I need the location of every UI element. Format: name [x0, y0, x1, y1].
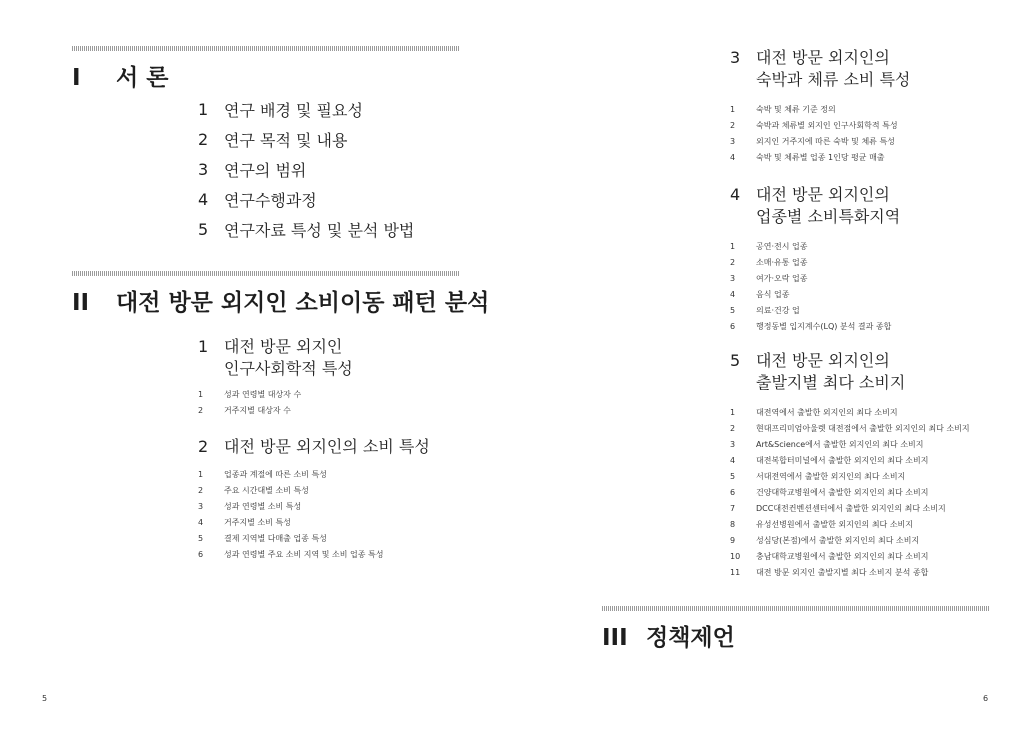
chapter-1-section-list — [198, 94, 414, 244]
subsection-number: 1 — [198, 469, 204, 479]
chapter-title: 대전 방문 외지인 소비이동 패턴 분석 — [116, 290, 490, 316]
toc-subentry[interactable] — [198, 546, 430, 562]
toc-subentry[interactable] — [730, 270, 900, 286]
subsection-number: 5 — [730, 305, 736, 315]
section-number: 5 — [198, 219, 209, 239]
section-label: 연구수행과정 — [224, 190, 317, 210]
toc-subentry[interactable] — [730, 254, 900, 270]
subsection-number: 1 — [198, 389, 204, 399]
page-number: 5 — [42, 694, 48, 703]
chapter-divider — [72, 46, 460, 51]
subsection-label: 여가·오락 업종 — [756, 273, 808, 283]
subsection-list — [730, 238, 900, 334]
subsection-number: 5 — [730, 471, 736, 481]
subsection-label: 거주지별 소비 특성 — [224, 517, 291, 527]
toc-subentry[interactable] — [730, 238, 900, 254]
subsection-number: 2 — [730, 120, 736, 130]
chapter-roman-numeral: II — [72, 290, 90, 316]
subsection-label: 성과 연령별 대상자 수 — [224, 389, 302, 399]
section-number: 2 — [198, 129, 209, 149]
subsection-label: 현대프리미엄아울렛 대전점에서 출발한 외지인의 최다 소비지 — [756, 423, 970, 433]
subsection-number: 1 — [730, 241, 736, 251]
chapter-2-section-5 — [730, 350, 970, 580]
toc-subentry[interactable] — [730, 149, 910, 165]
toc-entry[interactable] — [198, 154, 414, 184]
subsection-label: 성심당(본점)에서 출발한 외지인의 최다 소비지 — [756, 535, 920, 545]
chapter-roman-numeral: I — [72, 65, 81, 91]
toc-entry[interactable] — [198, 94, 414, 124]
toc-subentry[interactable] — [198, 386, 353, 402]
section-title[interactable] — [756, 184, 900, 228]
subsection-label: 거주지별 대상자 수 — [224, 405, 291, 415]
section-number: 4 — [730, 185, 741, 204]
chapter-3-header — [602, 606, 990, 652]
subsection-label: 주요 시간대별 소비 특성 — [224, 485, 309, 495]
chapter-2-section-3 — [730, 47, 910, 165]
toc-subentry[interactable] — [730, 452, 970, 468]
subsection-label: 충남대학교병원에서 출발한 외지인의 최다 소비지 — [756, 551, 929, 561]
toc-subentry[interactable] — [730, 468, 970, 484]
subsection-label: 음식 업종 — [756, 289, 790, 299]
section-title-line: 대전 방문 외지인 — [224, 337, 343, 356]
toc-subentry[interactable] — [730, 133, 910, 149]
chapter-2-section-1 — [198, 336, 353, 418]
subsection-label: 유성선병원에서 출발한 외지인의 최다 소비지 — [756, 519, 914, 529]
toc-subentry[interactable] — [198, 466, 430, 482]
section-label: 연구 배경 및 필요성 — [224, 100, 363, 120]
toc-subentry[interactable] — [730, 101, 910, 117]
toc-subentry[interactable] — [198, 530, 430, 546]
toc-entry[interactable] — [198, 124, 414, 154]
section-title-line: 출발지별 최다 소비지 — [756, 373, 906, 392]
chapter-roman-numeral: III — [602, 625, 628, 651]
subsection-label: 성과 연령별 주요 소비 지역 및 소비 업종 특성 — [224, 549, 384, 559]
section-number: 1 — [198, 99, 209, 119]
toc-subentry[interactable] — [730, 436, 970, 452]
section-title-line: 인구사회학적 특성 — [224, 359, 353, 378]
subsection-label: 외지인 거주지에 따른 숙박 및 체류 특성 — [756, 136, 895, 146]
section-title-line: 대전 방문 외지인의 — [756, 185, 890, 204]
toc-subentry[interactable] — [730, 564, 970, 580]
toc-subentry[interactable] — [730, 420, 970, 436]
toc-subentry[interactable] — [730, 302, 900, 318]
toc-subentry[interactable] — [730, 404, 970, 420]
chapter-divider — [72, 271, 460, 276]
subsection-number: 8 — [730, 519, 736, 529]
toc-subentry[interactable] — [198, 402, 353, 418]
section-number: 3 — [730, 48, 741, 67]
subsection-list — [730, 404, 970, 580]
subsection-number: 11 — [730, 567, 741, 577]
subsection-number: 7 — [730, 503, 736, 513]
subsection-number: 4 — [730, 289, 736, 299]
subsection-number: 1 — [730, 104, 736, 114]
subsection-label: DCC대전컨벤션센터에서 출발한 외지인의 최다 소비지 — [756, 503, 946, 513]
subsection-label: 서대전역에서 출발한 외지인의 최다 소비지 — [756, 471, 906, 481]
section-title-line: 업종별 소비특화지역 — [756, 207, 901, 226]
subsection-label: 숙박 및 체류별 업종 1인당 평균 매출 — [756, 152, 885, 162]
subsection-label: 성과 연령별 소비 특성 — [224, 501, 302, 511]
subsection-number: 2 — [198, 485, 204, 495]
subsection-label: 대전역에서 출발한 외지인의 최다 소비지 — [756, 407, 898, 417]
subsection-label: 대전복합터미널에서 출발한 외지인의 최다 소비지 — [756, 455, 929, 465]
subsection-number: 3 — [198, 501, 204, 511]
subsection-number: 6 — [730, 321, 736, 331]
right-page — [516, 0, 1032, 729]
section-label: 연구 목적 및 내용 — [224, 130, 348, 150]
chapter-title: 정책제언 — [646, 625, 735, 651]
subsection-number: 1 — [730, 407, 736, 417]
subsection-label: 공연·전시 업종 — [756, 241, 808, 251]
subsection-label: 건양대학교병원에서 출발한 외지인의 최다 소비지 — [756, 487, 929, 497]
subsection-number: 3 — [730, 439, 736, 449]
subsection-label: 의료·건강 업 — [756, 305, 800, 315]
section-title[interactable] — [224, 336, 353, 380]
toc-subentry[interactable] — [730, 532, 970, 548]
chapter-title: 서 론 — [116, 65, 169, 91]
subsection-list — [198, 386, 353, 418]
section-label: 연구자료 특성 및 분석 방법 — [224, 220, 415, 240]
subsection-number: 4 — [198, 517, 204, 527]
subsection-label: 소매·유통 업종 — [756, 257, 808, 267]
toc-entry[interactable] — [198, 214, 414, 244]
subsection-number: 4 — [730, 152, 736, 162]
subsection-number: 3 — [730, 273, 736, 283]
subsection-list — [730, 101, 910, 165]
subsection-number: 10 — [730, 551, 741, 561]
section-number: 5 — [730, 351, 741, 370]
toc-subentry[interactable] — [730, 484, 970, 500]
toc-subentry[interactable] — [198, 514, 430, 530]
subsection-number: 4 — [730, 455, 736, 465]
chapter-2-section-4 — [730, 184, 900, 334]
section-title[interactable] — [756, 47, 910, 91]
section-title-line: 숙박과 체류 소비 특성 — [756, 70, 911, 89]
toc-subentry[interactable] — [730, 318, 900, 334]
subsection-label: 숙박과 체류별 외지인 인구사회학적 특성 — [756, 120, 898, 130]
subsection-number: 9 — [730, 535, 736, 545]
toc-subentry[interactable] — [730, 548, 970, 564]
section-label: 연구의 범위 — [224, 160, 307, 180]
toc-subentry[interactable] — [198, 498, 430, 514]
toc-subentry[interactable] — [730, 117, 910, 133]
section-title-line: 대전 방문 외지인의 — [756, 48, 890, 67]
subsection-list — [198, 466, 430, 562]
chapter-2-header — [72, 271, 489, 317]
toc-subentry[interactable] — [730, 286, 900, 302]
page-number: 6 — [983, 694, 989, 703]
subsection-label: 대전 방문 외지인 출발지별 최다 소비지 분석 종합 — [756, 567, 929, 577]
section-title-line: 대전 방문 외지인의 — [756, 351, 890, 370]
toc-subentry[interactable] — [730, 500, 970, 516]
subsection-label: 행정동별 입지계수(LQ) 분석 결과 종합 — [756, 321, 892, 331]
subsection-number: 2 — [730, 423, 736, 433]
toc-subentry[interactable] — [198, 482, 430, 498]
chapter-1-header — [72, 46, 460, 92]
section-number: 3 — [198, 159, 209, 179]
subsection-number: 6 — [198, 549, 204, 559]
subsection-label: 결제 지역별 다매출 업종 특성 — [224, 533, 327, 543]
subsection-number: 3 — [730, 136, 736, 146]
toc-entry[interactable] — [198, 184, 414, 214]
subsection-label: 숙박 및 체류 기준 정의 — [756, 104, 836, 114]
toc-subentry[interactable] — [730, 516, 970, 532]
subsection-label: 업종과 계절에 따른 소비 특성 — [224, 469, 327, 479]
subsection-number: 5 — [198, 533, 204, 543]
subsection-number: 2 — [730, 257, 736, 267]
section-number: 2 — [198, 437, 209, 456]
chapter-2-section-2 — [198, 436, 430, 562]
subsection-number: 2 — [198, 405, 204, 415]
chapter-divider — [602, 606, 990, 611]
section-title[interactable] — [756, 350, 905, 394]
subsection-label: Art&Science에서 출발한 외지인의 최다 소비지 — [756, 439, 924, 449]
section-title[interactable]: 대전 방문 외지인의 소비 특성 — [224, 437, 430, 456]
subsection-number: 6 — [730, 487, 736, 497]
section-number: 4 — [198, 189, 209, 209]
section-number: 1 — [198, 337, 209, 356]
